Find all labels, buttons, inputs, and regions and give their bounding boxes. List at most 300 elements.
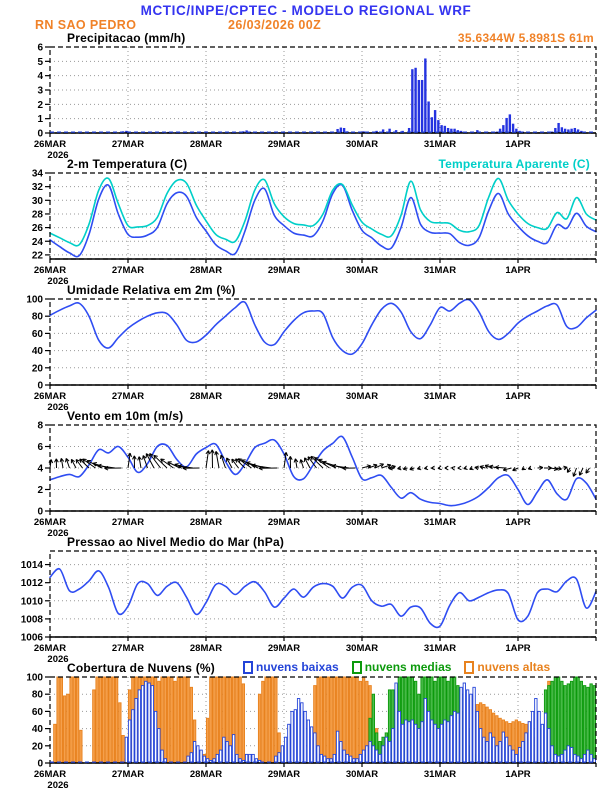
year-label: 2026 <box>47 150 69 161</box>
wind-arrow <box>294 459 298 468</box>
cloud-bar <box>496 746 498 763</box>
day-label: 27MAR <box>111 139 145 150</box>
cloud-bar <box>564 750 566 763</box>
y-tick-label: 60 <box>31 706 43 718</box>
cloud-bar <box>479 729 481 763</box>
y-tick-label: 60 <box>31 328 43 340</box>
precip-bar <box>414 68 416 133</box>
cloud-bar <box>310 727 312 763</box>
cloud-bar <box>470 694 472 763</box>
cloud-bar <box>119 703 121 763</box>
cloud-bar <box>60 677 62 763</box>
year-label: 2026 <box>47 654 69 665</box>
day-label: 28MAR <box>189 517 223 528</box>
cloud-bar <box>336 731 338 763</box>
day-label: 31MAR <box>423 769 457 780</box>
day-label: 31MAR <box>423 517 457 528</box>
wind-arrow <box>495 466 505 470</box>
y-tick-label: 2 <box>37 485 43 496</box>
cloud-bar <box>392 729 394 763</box>
cloud-bar <box>473 687 475 763</box>
cloud-bar <box>509 746 511 763</box>
cloud-bar <box>434 724 436 763</box>
cloud-bar <box>229 746 231 763</box>
day-label: 28MAR <box>189 391 223 402</box>
y-tick-label: 2 <box>37 99 43 111</box>
wind-arrow <box>458 466 462 470</box>
day-label: 27MAR <box>111 769 145 780</box>
day-label: 28MAR <box>189 139 223 150</box>
location-label: 35.6344W 5.8981S 61m <box>457 31 594 45</box>
cloud-bar <box>236 677 238 763</box>
y-tick-label: 1006 <box>20 632 43 644</box>
y-tick-label: 0 <box>37 506 43 518</box>
day-label: 26MAR <box>33 265 67 276</box>
day-label: 29MAR <box>267 517 301 528</box>
cloud-bar <box>67 694 69 763</box>
cloud-bar <box>174 681 176 763</box>
cloud-bar <box>554 677 556 763</box>
cloud-bar <box>388 742 390 764</box>
y-tick-label: 0 <box>37 758 43 770</box>
cloud-bar <box>291 711 293 763</box>
wind-arrow <box>343 466 356 470</box>
cloud-bar <box>551 746 553 763</box>
cloud-bar <box>73 677 75 763</box>
cloud-bar <box>561 681 563 763</box>
cloud-bar <box>187 756 189 763</box>
cloud-bar <box>340 742 342 764</box>
cloud-bar <box>557 677 559 763</box>
cloud-bar <box>320 677 322 763</box>
cloud-bar <box>538 711 540 763</box>
y-tick-label: 0 <box>37 380 43 392</box>
cloud-bar <box>301 703 303 763</box>
cloud-bar <box>164 677 166 763</box>
cloud-bar <box>411 720 413 763</box>
cloud-bar <box>145 681 147 763</box>
wind-arrow <box>183 466 200 470</box>
cloud-bar <box>369 742 371 764</box>
cloud-bar <box>577 677 579 763</box>
cloud-bar <box>190 687 192 763</box>
wind-arrow <box>470 466 474 469</box>
cloud-bar <box>518 748 520 763</box>
legend-label: nuvens medias <box>364 660 452 674</box>
cloud-bar <box>450 716 452 763</box>
cloud-bar <box>580 681 582 763</box>
cloud-bar <box>346 677 348 763</box>
day-label: 28MAR <box>189 769 223 780</box>
year-label: 2026 <box>47 402 69 413</box>
y-tick-label: 1008 <box>20 614 43 626</box>
y-tick-label: 4 <box>37 71 43 83</box>
y-tick-label: 30 <box>31 195 43 207</box>
cloud-bar <box>320 754 322 763</box>
cloud-bar <box>492 737 494 763</box>
y-tick-label: 28 <box>31 209 43 221</box>
plot-frame <box>50 299 596 385</box>
cloud-bar <box>275 677 277 763</box>
cloud-bar <box>405 720 407 763</box>
y-tick-label: 100 <box>26 672 43 684</box>
wind-arrow <box>573 468 577 477</box>
cloud-bar <box>587 750 589 763</box>
wind-arrow <box>586 468 590 473</box>
wind-arrow <box>513 467 518 471</box>
panel-clouds-chart <box>0 672 612 791</box>
y-tick-label: 22 <box>31 250 43 262</box>
y-tick-label: 40 <box>31 346 43 358</box>
panel-title-temperature: 2-m Temperatura (C) <box>67 157 188 171</box>
cloud-bar <box>135 699 137 764</box>
cloud-bar <box>138 690 140 763</box>
cloud-bar <box>317 746 319 763</box>
cloud-bar <box>466 690 468 763</box>
cloud-bar <box>93 690 95 763</box>
y-tick-label: 40 <box>31 724 43 736</box>
legend-item-low-clouds <box>243 660 339 674</box>
cloud-bar <box>401 724 403 763</box>
wind-arrow <box>475 466 479 470</box>
cloud-bar <box>258 694 260 763</box>
cloud-bar <box>167 677 169 763</box>
panel-wind-chart <box>0 420 612 539</box>
wind-arrow <box>528 466 532 470</box>
cloud-bar <box>115 677 117 763</box>
precip-bar <box>431 117 433 133</box>
y-tick-label: 24 <box>31 236 43 248</box>
cloud-bar <box>431 720 433 763</box>
cloud-bar <box>567 746 569 763</box>
wind-arrow <box>210 450 214 468</box>
cloud-bar <box>489 733 491 763</box>
cloud-bar <box>63 696 65 763</box>
cloud-bar <box>531 711 533 763</box>
cloud-bar <box>427 711 429 763</box>
cloud-bar <box>262 681 264 763</box>
day-label: 31MAR <box>423 391 457 402</box>
wind-arrow <box>305 458 311 468</box>
cloud-bar <box>541 724 543 763</box>
cloud-bar <box>284 737 286 763</box>
cloud-bar <box>226 742 228 764</box>
cloud-bar <box>356 677 358 763</box>
station-label: RN SAO PEDRO <box>35 18 137 32</box>
cloud-bar <box>213 677 215 763</box>
wind-arrow <box>424 466 428 470</box>
cloud-bar <box>440 724 442 763</box>
cloud-bar <box>424 699 426 764</box>
y-tick-label: 6 <box>37 42 43 54</box>
y-tick-label: 20 <box>31 363 43 375</box>
y-tick-label: 5 <box>37 56 43 68</box>
plot-frame <box>50 173 596 259</box>
cloud-bar <box>398 711 400 763</box>
day-label: 26MAR <box>33 643 67 654</box>
day-label: 29MAR <box>267 139 301 150</box>
precip-bar <box>421 80 423 133</box>
panel-precipitation-chart <box>0 42 612 161</box>
cloud-bar <box>343 750 345 763</box>
panel-title-humidity: Umidade Relativa em 2m (%) <box>67 283 236 297</box>
day-label: 30MAR <box>345 139 379 150</box>
cloud-bar <box>333 677 335 763</box>
cloud-bar <box>525 733 527 763</box>
day-label: 30MAR <box>345 517 379 528</box>
high-clouds-swatch-icon <box>464 661 474 674</box>
wind-arrow <box>300 460 304 469</box>
precip-bar <box>509 114 511 133</box>
wind-arrow <box>259 466 278 470</box>
cloud-bar <box>366 746 368 763</box>
data-line <box>50 178 596 246</box>
cloud-bar <box>151 686 153 763</box>
day-label: 27MAR <box>111 517 145 528</box>
model-title: MCTIC/INPE/CPTEC - MODELO REGIONAL WRF <box>140 3 472 18</box>
cloud-bar <box>236 754 238 763</box>
day-label: 26MAR <box>33 517 67 528</box>
day-label: 27MAR <box>111 265 145 276</box>
mid-clouds-swatch-icon <box>352 661 362 674</box>
cloud-bar <box>76 677 78 763</box>
y-tick-label: 1014 <box>20 560 43 572</box>
cloud-bar <box>323 677 325 763</box>
day-label: 27MAR <box>111 643 145 654</box>
y-tick-label: 1010 <box>20 596 43 608</box>
year-label: 2026 <box>47 780 69 791</box>
cloud-bar <box>349 677 351 763</box>
wind-arrow <box>417 466 421 470</box>
cloud-bar <box>54 724 56 763</box>
wind-arrow <box>480 466 486 470</box>
cloud-bar <box>307 720 309 763</box>
cloud-bar <box>414 724 416 763</box>
cloud-bar <box>593 686 595 763</box>
cloud-bar <box>154 711 156 763</box>
wind-arrow <box>410 467 414 471</box>
panel-title-wind: Vento em 10m (m/s) <box>67 409 184 423</box>
day-label: 1APR <box>505 139 531 150</box>
cloud-bar <box>544 713 546 763</box>
precip-bar <box>424 58 426 133</box>
wind-arrow <box>551 467 558 471</box>
cloud-bar <box>109 677 111 763</box>
wind-arrow <box>105 466 122 470</box>
wind-arrow <box>55 459 59 468</box>
wind-arrow <box>438 466 442 470</box>
cloud-bar <box>408 722 410 763</box>
cloud-bar <box>548 729 550 763</box>
cloud-bar <box>193 742 195 764</box>
day-label: 29MAR <box>267 769 301 780</box>
cloud-legend <box>243 660 550 674</box>
wind-arrow <box>71 459 76 468</box>
cloud-bar <box>57 677 59 763</box>
cloud-bar <box>210 677 212 763</box>
day-label: 26MAR <box>33 391 67 402</box>
precip-bar <box>505 118 507 133</box>
cloud-bar <box>330 677 332 763</box>
cloud-bar <box>219 750 221 763</box>
wind-arrow <box>567 468 570 473</box>
cloud-bar <box>385 737 387 763</box>
cloud-bar <box>294 710 296 763</box>
day-label: 31MAR <box>423 643 457 654</box>
cloud-bar <box>457 713 459 763</box>
day-label: 28MAR <box>189 643 223 654</box>
day-label: 27MAR <box>111 391 145 402</box>
cloud-bar <box>232 735 234 763</box>
y-tick-label: 1012 <box>20 578 43 590</box>
low-clouds-swatch-icon <box>243 661 253 674</box>
wind-arrow <box>579 468 583 475</box>
cloud-bar <box>197 746 199 763</box>
cloud-bar <box>382 746 384 763</box>
cloud-bar <box>102 677 104 763</box>
cloud-bar <box>206 718 208 763</box>
cloud-bar <box>353 677 355 763</box>
y-tick-label: 0 <box>37 128 43 140</box>
cloud-bar <box>125 737 127 763</box>
panel-temperature-chart <box>0 168 612 287</box>
legend-label: nuvens baixas <box>256 660 339 674</box>
cloud-bar <box>265 677 267 763</box>
cloud-bar <box>281 746 283 763</box>
day-label: 30MAR <box>345 769 379 780</box>
panel-title-clouds: Cobertura de Nuvens (%) <box>67 661 215 675</box>
cloud-bar <box>327 677 329 763</box>
cloud-bar <box>200 750 202 763</box>
wind-arrow <box>60 458 64 468</box>
cloud-bar <box>268 677 270 763</box>
cloud-bar <box>242 684 244 763</box>
cloud-bar <box>505 737 507 763</box>
wind-arrow <box>522 466 526 470</box>
cloud-bar <box>304 711 306 763</box>
cloud-bar <box>184 677 186 763</box>
day-label: 31MAR <box>423 265 457 276</box>
cloud-bar <box>375 750 377 763</box>
cloud-bar <box>278 753 280 763</box>
cloud-bar <box>297 699 299 764</box>
cloud-bar <box>574 677 576 763</box>
wind-arrow <box>563 466 567 470</box>
day-label: 26MAR <box>33 769 67 780</box>
day-label: 29MAR <box>267 391 301 402</box>
wind-arrow <box>464 466 468 470</box>
data-line <box>50 299 596 354</box>
y-tick-label: 32 <box>31 182 43 194</box>
legend-item-mid-clouds <box>352 660 452 674</box>
cloud-bar <box>372 746 374 763</box>
cloud-bar <box>70 677 72 763</box>
cloud-bar <box>499 742 501 764</box>
cloud-bar <box>463 683 465 763</box>
cloud-bar <box>421 722 423 763</box>
precip-bar <box>411 69 413 133</box>
year-label: 2026 <box>47 528 69 539</box>
cloud-bar <box>187 677 189 763</box>
plot-frame <box>50 551 596 637</box>
wind-arrow <box>398 466 402 470</box>
cloud-bar <box>148 683 150 763</box>
cloud-bar <box>239 677 241 763</box>
cloud-bar <box>359 681 361 763</box>
day-label: 28MAR <box>189 265 223 276</box>
run-datetime-label: 26/03/2026 00Z <box>228 18 322 32</box>
day-label: 29MAR <box>267 265 301 276</box>
cloud-bar <box>216 677 218 763</box>
panel-humidity-chart <box>0 294 612 413</box>
cloud-bar <box>223 737 225 763</box>
cloud-bar <box>132 710 134 763</box>
cloud-bar <box>161 750 163 763</box>
cloud-bar <box>180 677 182 763</box>
precip-bar <box>502 125 504 133</box>
cloud-bar <box>483 737 485 763</box>
cloud-bar <box>590 684 592 763</box>
cloud-bar <box>106 677 108 763</box>
y-tick-label: 3 <box>37 85 43 97</box>
wind-arrow <box>538 466 543 470</box>
cloud-bar <box>122 735 124 763</box>
precip-bar <box>437 120 439 133</box>
y-tick-label: 26 <box>31 223 43 235</box>
cloud-bar <box>476 711 478 763</box>
wind-arrow <box>66 458 70 468</box>
y-tick-label: 100 <box>26 294 43 306</box>
panel-title-precipitation: Precipitacao (mm/h) <box>67 31 186 45</box>
cloud-bar <box>447 722 449 763</box>
cloud-bar <box>96 677 98 763</box>
cloud-bar <box>418 729 420 763</box>
cloud-bar <box>99 677 101 763</box>
wind-arrow <box>168 462 180 468</box>
legend-item-high-clouds <box>464 660 550 674</box>
day-label: 1APR <box>505 643 531 654</box>
day-label: 1APR <box>505 769 531 780</box>
y-tick-label: 6 <box>37 442 43 453</box>
y-tick-label: 8 <box>37 420 43 432</box>
y-tick-label: 1 <box>37 114 43 126</box>
y-tick-label: 80 <box>31 689 43 701</box>
day-label: 30MAR <box>345 391 379 402</box>
cloud-bar <box>177 677 179 763</box>
day-label: 30MAR <box>345 643 379 654</box>
day-label: 26MAR <box>33 139 67 150</box>
cloud-bar <box>314 733 316 763</box>
data-line <box>50 184 596 256</box>
cloud-bar <box>112 677 114 763</box>
day-label: 1APR <box>505 391 531 402</box>
day-label: 30MAR <box>345 265 379 276</box>
cloud-bar <box>271 677 273 763</box>
wind-arrow <box>544 466 552 470</box>
cloud-bar <box>362 750 364 763</box>
day-label: 31MAR <box>423 139 457 150</box>
cloud-bar <box>288 724 290 763</box>
panel-pressure-chart <box>0 551 612 665</box>
precip-bar <box>418 80 420 133</box>
cloud-bar <box>512 750 514 763</box>
precip-bar <box>427 101 429 133</box>
cloud-bar <box>395 683 397 763</box>
cloud-bar <box>522 742 524 764</box>
panel-title-pressure: Pressao ao Nivel Medio do Mar (hPa) <box>67 535 285 549</box>
cloud-bar <box>158 729 160 763</box>
cloud-bar <box>444 720 446 763</box>
